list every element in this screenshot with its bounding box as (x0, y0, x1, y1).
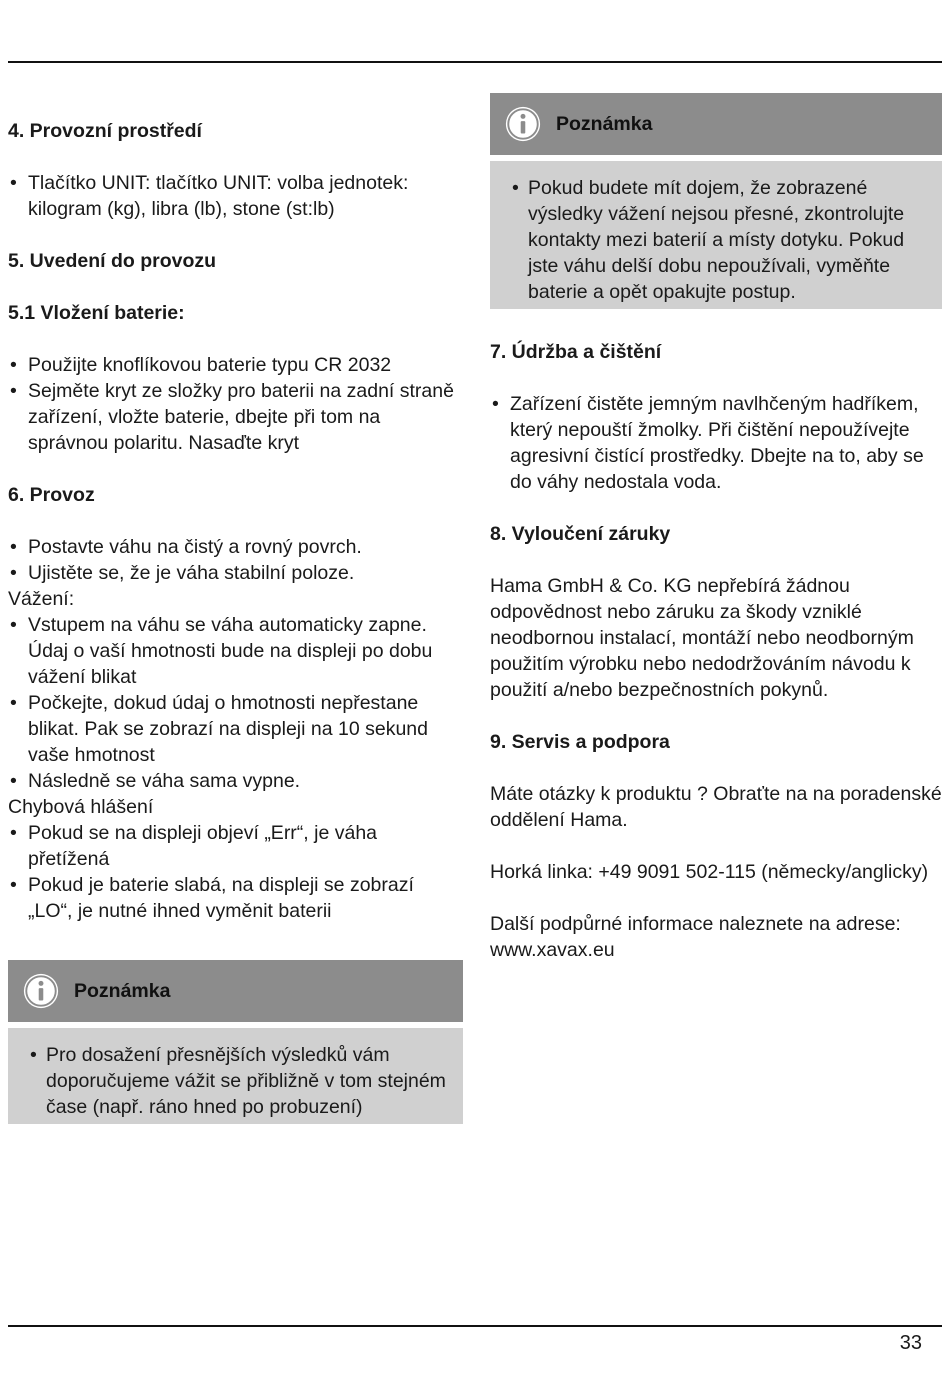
section-5-1-list (8, 352, 463, 456)
section-8-title: 8. Vyloučení záruky (490, 523, 671, 545)
list-item: • Postavte váhu na čistý a rovný povrch. (8, 534, 463, 560)
right-column (490, 93, 942, 963)
left-column (8, 100, 463, 1124)
list-item: • Pro dosažení přesnějších výsledků vám doporučujeme vážit se přibližně v tom stejném čase (např. ráno hned po probuzení) (28, 1042, 453, 1120)
section-5-title: 5. Uvedení do provozu (8, 250, 217, 272)
list-item: • Tlačítko UNIT: tlačítko UNIT: volba jednotek: kilogram (kg), libra (lb), stone (st:lb) (8, 170, 463, 222)
note-body (490, 161, 942, 309)
note-body (8, 1028, 463, 1124)
weighing-label: Vážení: (8, 588, 75, 610)
list-item: • Použijte knoflíkovou baterie typu CR 2032 (8, 352, 463, 378)
note-box-left (8, 960, 463, 1124)
section-6-list-a (8, 534, 463, 586)
note-header (8, 960, 463, 1022)
section-9-title: 9. Servis a podpora (490, 731, 670, 753)
list-item: • Zařízení čistěte jemným navlhčeným hadříkem, který nepouští žmolky. Při čištění nepoužívejte agresivní čistící prostředky. Dbejte na to, aby se do váhy nedostala voda. (490, 391, 942, 495)
list-item: • Pokud se na displeji objeví „Err“, je váha přetížená (8, 820, 463, 872)
section-8-text: Hama GmbH & Co. KG nepřebírá žádnou odpovědnost nebo záruku za škody vzniklé neodbornou instalací, montáží nebo neodborným použitím výrobku nebo nedodržováním návodu k použití a/nebo bezpečnostních pokynů. (490, 575, 914, 701)
section-9-text-hotline: Horká linka: +49 9091 502-115 (německy/anglicky) (490, 861, 929, 883)
section-4-list (8, 170, 463, 222)
note-label: Poznámka (74, 979, 171, 1002)
section-5-1-title: 5.1 Vložení baterie: (8, 302, 185, 324)
section-9-text-questions: Máte otázky k produktu ? Obraťte na na poradenské oddělení Hama. (490, 783, 942, 831)
top-rule (8, 61, 942, 63)
page-number: 33 (899, 1332, 922, 1354)
info-icon (504, 105, 542, 143)
list-item: • Ujistěte se, že je váha stabilní poloze. (8, 560, 463, 586)
list-item: • Počkejte, dokud údaj o hmotnosti nepřestane blikat. Pak se zobrazí na displeji na 10 sekund vaše hmotnost (8, 690, 463, 768)
info-icon (22, 972, 60, 1010)
list-item: • Následně se váha sama vypne. (8, 768, 463, 794)
note-box-right (490, 93, 942, 309)
section-6-title: 6. Provoz (8, 484, 95, 506)
section-6-list-b (8, 612, 463, 794)
section-7-title: 7. Údržba a čištění (490, 341, 662, 363)
section-9-text-website: Další podpůrné informace naleznete na adrese: www.xavax.eu (490, 913, 901, 961)
list-item: • Pokud je baterie slabá, na displeji se zobrazí „LO“, je nutné ihned vyměnit baterii (8, 872, 463, 924)
section-6-list-c (8, 820, 463, 924)
note-label: Poznámka (556, 112, 653, 135)
list-item: • Sejměte kryt ze složky pro baterii na zadní straně zařízení, vložte baterie, dbejte při tom na správnou polaritu. Nasaďte kryt (8, 378, 463, 456)
section-4-title: 4. Provozní prostředí (8, 120, 202, 142)
errors-label: Chybová hlášení (8, 796, 154, 818)
list-item: • Vstupem na váhu se váha automaticky zapne. Údaj o vaší hmotnosti bude na displeji po dobu vážení blikat (8, 612, 463, 690)
note-header (490, 93, 942, 155)
list-item: • Pokud budete mít dojem, že zobrazené výsledky vážení nejsou přesné, zkontrolujte kontakty mezi baterií a místy dotyku. Pokud jste váhu delší dobu nepoužívali, vyměňte baterie a opět opakujte postup. (510, 175, 932, 305)
bottom-rule (8, 1325, 942, 1327)
section-7-list (490, 391, 942, 495)
